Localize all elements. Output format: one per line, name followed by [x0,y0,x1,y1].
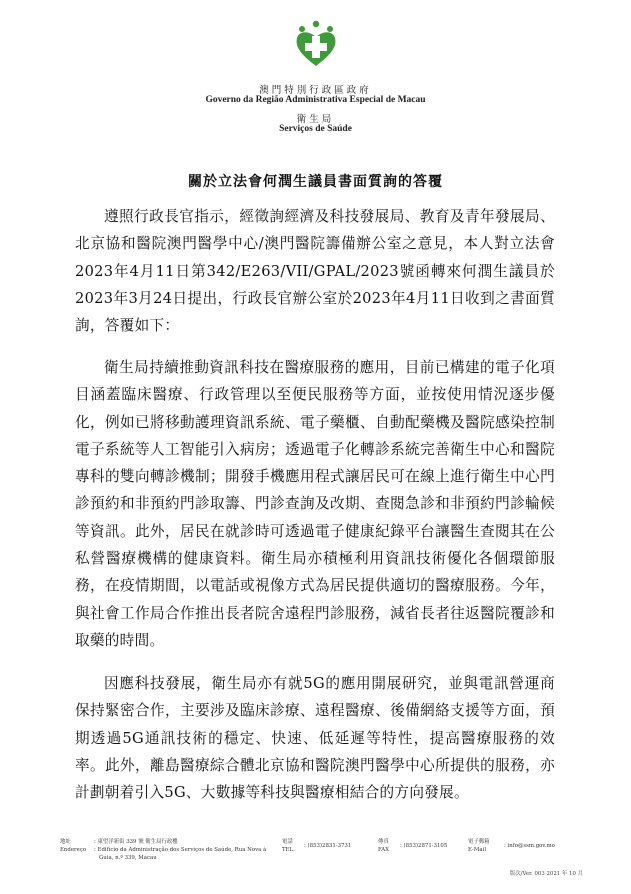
version-label: 版次/Ver. 003 2021 年 10 月 [509,871,583,877]
address-zh: : 東望洋新街 339 號 衛生局行政樓 [94,839,178,845]
paragraph-intro: 遵照行政長官指示，經徵詢經濟及科技發展局、教育及青年發展局、北京協和醫院澳門醫學中心/澳門醫院籌備辦公室之意見，本人對立法會2023年4月11日第342/E263/VII/GPAL/2023號函轉來何潤生議員於2023年3月24日提出，行政長官辦公室於2023年4月11日收到之書面質詢，答覆如下： [75,208,555,335]
document-title: 關於立法會何潤生議員書面質詢的答覆 [188,174,443,190]
department-name-pt: Serviços de Saúde [279,124,352,134]
fax-number: : (853)2871-3105 [400,843,448,849]
address-label-pt: Endereço [60,847,87,853]
fax-label-zh: 傳真 [378,839,389,845]
phone-label-pt: TEL. [282,847,295,853]
health-bureau-logo-icon [292,20,340,68]
paragraph-5g: 因應科技發展，衛生局亦有就5G的應用開展研究，並與電訊營運商保持緊密合作，主要涉及臨床診療、遠程醫療、後備網絡支援等方面，預期透過5G通訊技術的穩定、快速、低延遲等特性，提高醫療服務的效率。此外，離島醫療綜合體北京協和醫院澳門醫學中心所提供的服務，亦計劃朝着引入5G、大數據等科技與醫療相結合的方向發展。 [75,675,555,802]
address-label-zh: 地址 [60,839,71,845]
department-name-zh: 衛生局 [296,114,335,125]
address-pt-line1: : Edifício da Administração dos Serviços de Saúde, Rua Nova à [94,847,267,853]
address-pt-line2: Guia, n.º 339, Macau [99,855,157,861]
government-name-pt: Governo da Região Administrativa Especial de Macau [205,95,426,105]
email-label-zh: 電子郵箱 [468,839,490,845]
phone-number: : (853)2831-3731 [304,843,352,849]
phone-label-zh: 電話 [282,839,293,845]
email-label-pt: E-Mail [468,847,487,853]
paragraph-digital-services: 衛生局持續推動資訊科技在醫療服務的應用，目前已構建的電子化項目涵蓋臨床醫療、行政管理以至便民服務等方面，並按使用情況逐步優化，例如已將移動護理資訊系統、電子藥櫃、自動配藥機及醫院感染控制電子系統等人工智能引入病房；透過電子化轉診系統完善衛生中心和醫院專科的雙向轉診機制；開發手機應用程式讓居民可在線上進行衛生中心門診預約和非預約門診取籌、門診查詢及改期、查閱急診和非預約門診輪候等資訊。此外，居民在就診時可透過電子健康紀錄平台讓醫生查閱其在公私營醫療機構的健康資料。衛生局亦積極利用資訊技術優化各個環節服務，在疫情期間，以電話或視像方式為居民提供適切的醫療服務。今年，與社會工作局合作推出長者院舍遠程門診服務，減省長者往返醫院覆診和取藥的時間。 [75,359,555,649]
government-name-zh: 澳門特別行政區政府 [259,85,372,96]
email-address: : info@ssm.gov.mo [504,843,555,849]
fax-label-pt: FAX [378,847,390,853]
